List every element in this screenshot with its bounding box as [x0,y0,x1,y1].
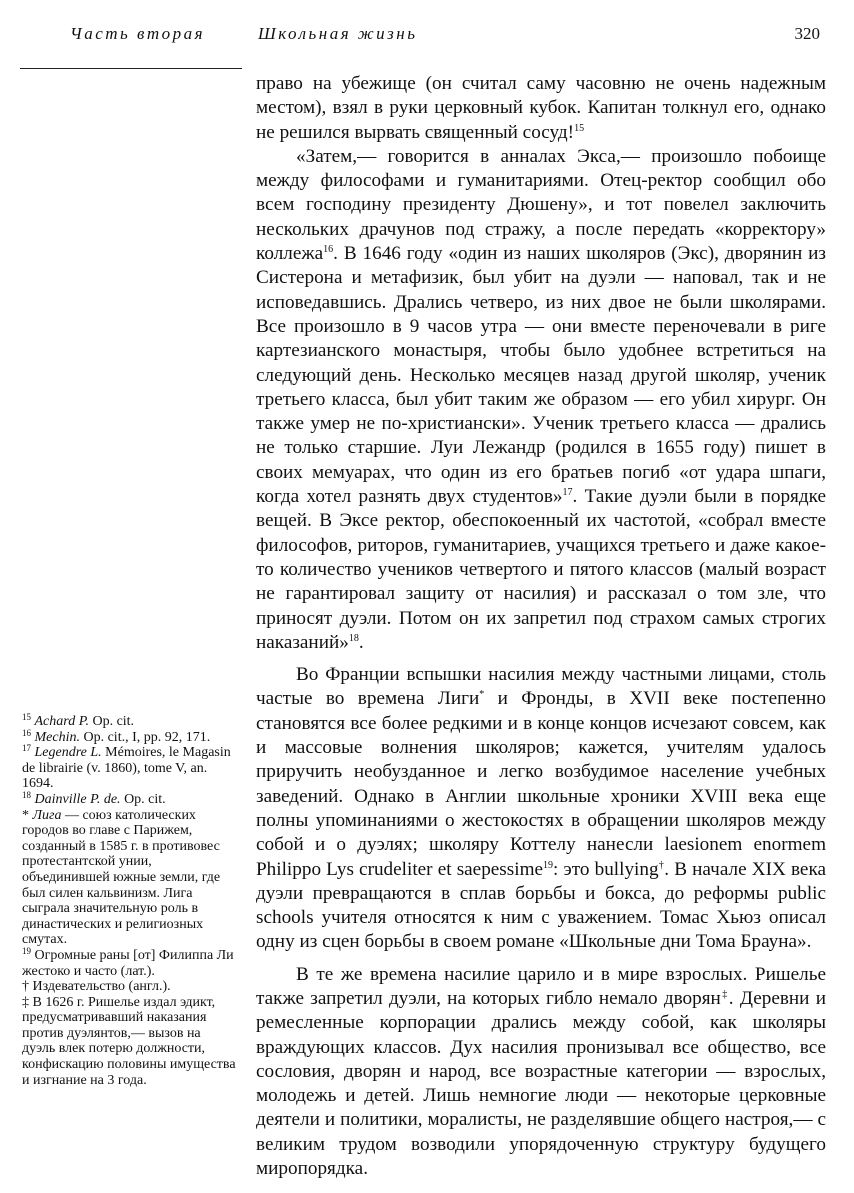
paragraph-text: . В начале XIX века дуэли превращаются в сплав борьбы и бокса, до реформы public schools учителя относятся к ним с уважением. Томас Хьюз описал одну из сцен борьбы в своем романе «Школьные дни Тома Брауна». [256,858,826,953]
footnote-star [22,808,236,948]
paragraph-text: . В 1646 году «один из наших школяров (Экс), дворянин из Систерона и метафизик, был убит на дуэли — наповал, так и не исповедавшись. Дрались четверо, из них двое не были школярами. Все произошло в 9 часов утра — они вместе переночевали в риге картезианского монастыря, чтобы было удобнее встретиться на следующий день. Несколько месяцев назад другой школяр, ученик третьего класса, был убит таким же образом — его убил хирург. Он также умер не по-христиански». Ученик третьего класса — дрались не только старшие. Луи Лежандр (родился в 1655 году) пишет в своих мемуарах, что один из его братьев погиб «от удара шпаги, когда хотел разнять двух студентов» [256,243,826,508]
paragraph-text: и Фронды, в XVII веке постепенно становятся все более редкими и в конце концов исчезают совсем, как и массовые волнения школяров; кажется, учителям удалось приручить необузданное и легко возбудимое население учебных заведений. Однако в Англии школьные хроники XVIII века еще полны упоминаниями о жестокостях в обращении школяров между собой и о дуэлях; школяру Коттелу нанесли laesionem enormem Philippo Lys crudeliter et saepessime [256,688,827,880]
paragraph-4 [256,963,826,1182]
header-rule [20,68,242,69]
paragraph-text: «Затем,— говорится в анналах Экса,— произошло побоище между философами и гуманитариями. Отец-ректор сообщил обо всем господину президенту Дюшену», и тот повелел заключить нескольких драчунов под стражу, а после передать «корректору» коллежа [256,145,826,265]
paragraph-text: . [358,631,364,653]
footnote-mark: * [479,689,485,701]
footnote-dagger [22,979,236,995]
footnote-term: Лига [32,807,62,823]
footnote-15 [22,714,236,730]
footnote-author: Legendre L. [34,745,102,761]
footnote-double-dagger [22,995,236,1089]
footnote-text: В 1626 г. Ришелье издал эдикт, предусматривавший наказания против дуэлянтов,— вызов на дуэль влек потерю должности, конфискацию половины имущества и изгнание на 3 года. [22,994,236,1088]
footnote-text: Op. cit. [88,714,135,729]
footnote-ref: 15 [574,122,585,134]
paragraph-text: . Деревни и ремесленные корпорации дрались между собой, как школяры враждующих классов. Дух насилия пронизывал все общество, все сословия, дворян и народ, все возрастные категории — взрослых, молодежь и детей. Лишь немногие люди — некоторые церковные деятели и политики, моралисты, не разделявшие общего настроя,— с великим трудом возводили упорядоченную структуру будущего миропорядка. [256,987,826,1180]
footnote-mark: ‡ [720,988,729,1000]
paragraph-text: право на убежище (он считал саму часовню не очень надежным местом), взял в руки церковный кубок. Капитан толкнул его, однако не решился вырвать священный сосуд! [256,73,826,143]
footnote-text: Op. cit., I, pp. 92, 171. [79,729,211,745]
footnotes [22,714,236,1088]
footnote-ref: 17 [562,487,573,499]
footnote-number: 16 [22,727,31,738]
footnote-number: 15 [22,712,31,722]
footnote-text: Op. cit. [120,791,166,807]
paragraph-2 [256,145,826,655]
footnote-text: Огромные раны [от] Филиппа Ли жестоко и часто (лат.). [22,947,234,979]
paragraph-text: : это bullying [553,858,659,880]
paragraph-text: В те же времена насилие царило и в мире взрослых. Ришелье также запретил дуэли, на которых гибло немало дворян [256,963,826,1009]
footnote-number: 19 [22,945,31,956]
footnote-18 [22,789,236,808]
footnote-author: Mechin. [34,729,80,745]
footnote-number: 17 [22,743,31,754]
footnote-mark: * [22,807,29,823]
page-number: 320 [794,24,820,43]
footnote-text: — союз католических городов во главе с Парижем, созданный в 1585 г. в противовес протестантской унии, объединившей южные земли, где был силен кальвинизм. Лига сыграла значительную роль в династических и религиозных смутах. [22,807,221,948]
running-head [0,20,854,50]
chapter-title: Школьная жизнь [258,24,418,43]
footnote-ref: 16 [323,244,334,256]
footnote-mark: ‡ [22,994,29,1010]
footnote-ref: 18 [348,632,359,644]
footnote-author: Achard P. [34,714,89,729]
footnote-text: Издевательство (англ.). [29,979,171,995]
paragraph-text: . Такие дуэли были в порядке вещей. В Эксе ректор, обеспокоенный их частотой, «собрал вместе философов, риторов, гуманитариев, учащихся третьего и даже какое-то количество учеников четвертого и пятого классов (малый возраст не гарантировал защиту от насилия) и рассказал о том зле, что приносят дуэли. Потом он их запретил под страхом самых строгих наказаний» [256,486,826,653]
footnote-19 [22,945,236,979]
footnote-16 [22,727,236,746]
footnote-author: Dainville P. de. [34,791,121,807]
footnote-17 [22,745,236,792]
part-title: Часть вторая [70,24,206,43]
paragraph-3 [256,663,826,955]
footnote-mark: † [22,979,29,995]
footnote-text: Mémoires, le Magasin de librairie (v. 1860), tome V, an. 1694. [22,745,231,792]
footnote-ref: 19 [543,859,554,871]
main-text [256,72,826,1181]
footnote-number: 18 [22,789,31,800]
paragraph-text: Во Франции вспышки насилия между частными лицами, столь частые во времена Лиги [256,664,826,710]
paragraph-1 [256,72,826,145]
footnote-mark: † [658,859,665,871]
